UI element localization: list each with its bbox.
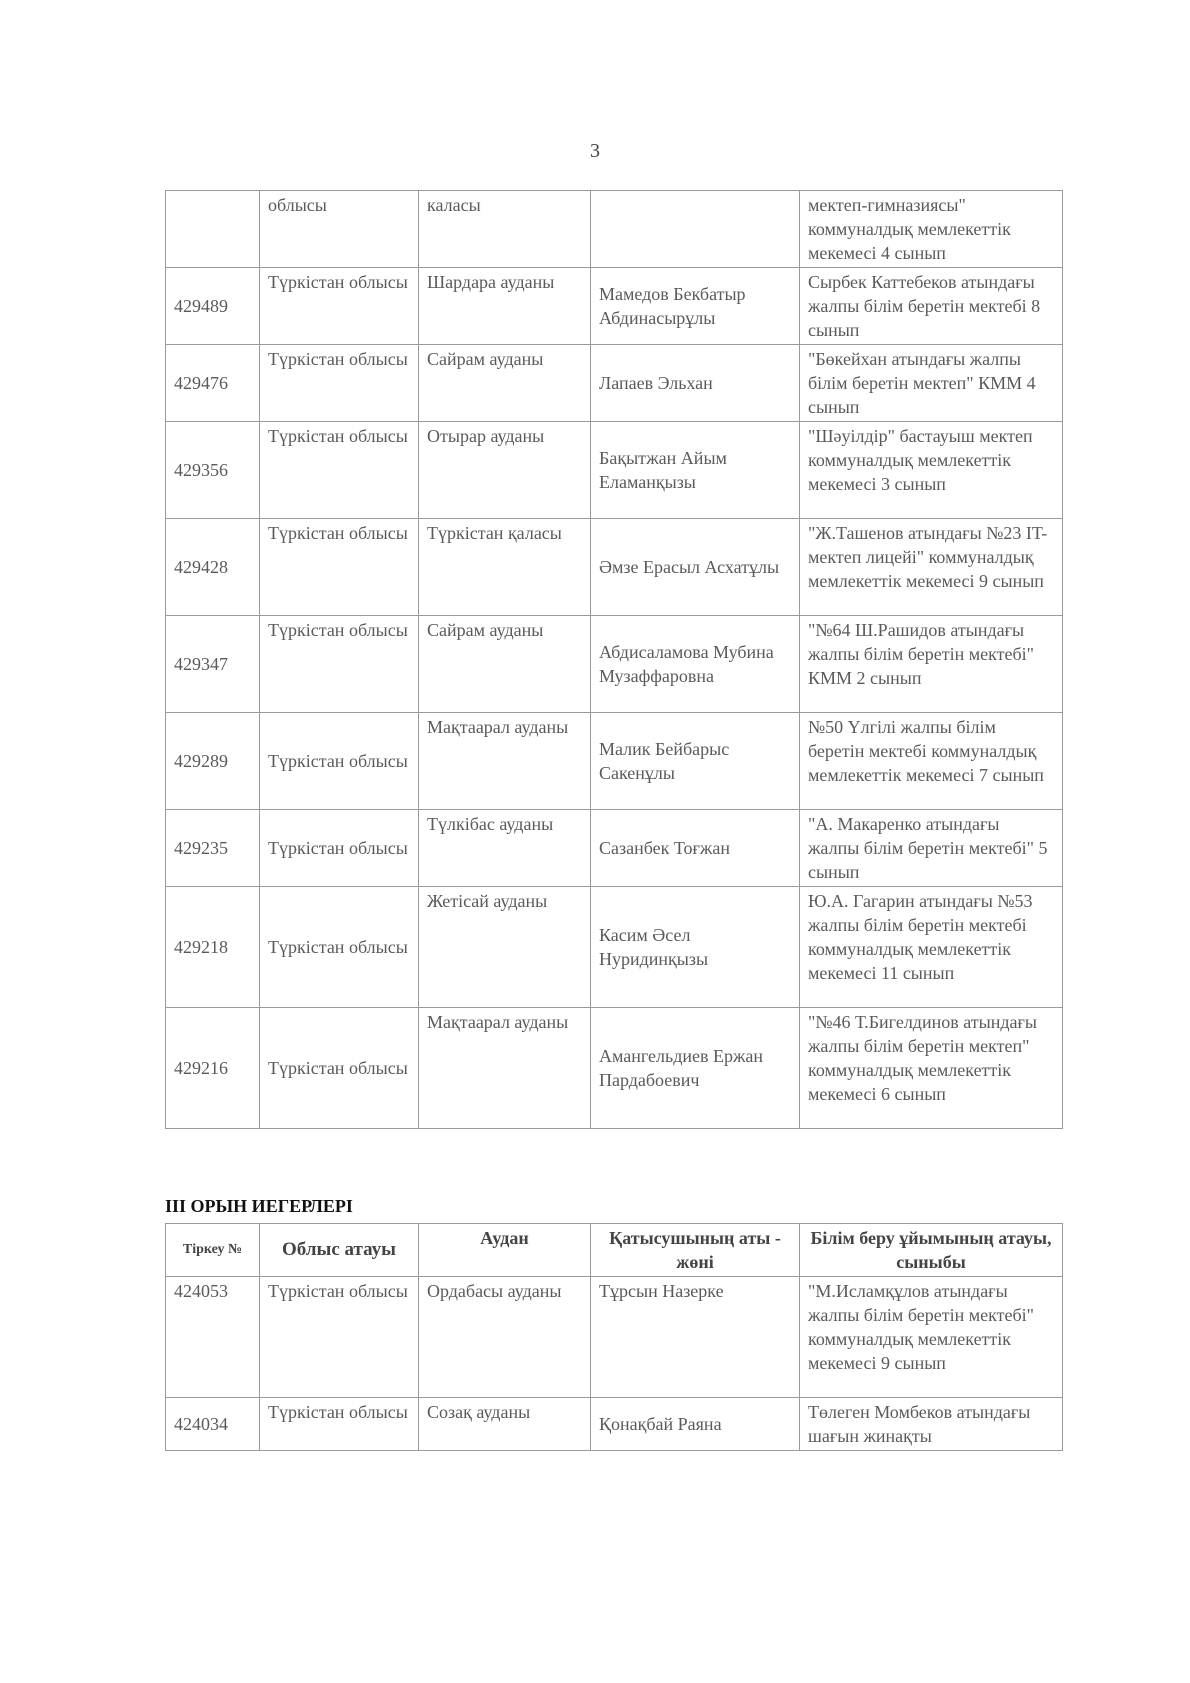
column-header-reg: Тіркеу № — [166, 1224, 260, 1277]
region-cell: Түркістан облысы — [260, 268, 419, 345]
school-cell: Сырбек Каттебеков атындағы жалпы білім беретін мектебі 8 сынып — [800, 268, 1063, 345]
district-cell: Мақтаарал ауданы — [419, 1008, 591, 1129]
table-row — [166, 887, 1063, 1008]
school-cell: Ю.А. Гагарин атындағы №53 жалпы білім беретін мектебі коммуналдық мемлекеттік мекемесі 11 сынып — [800, 887, 1063, 1008]
region-cell: Түркістан облысы — [260, 810, 419, 887]
table-row — [166, 1008, 1063, 1129]
participant-name: Сазанбек Тоғжан — [591, 810, 800, 887]
region-cell: Түркістан облысы — [260, 713, 419, 810]
school-cell: "Шәуілдір" бастауыш мектеп коммуналдық мемлекеттік мекемесі 3 сынып — [800, 422, 1063, 519]
district-cell: Ордабасы ауданы — [419, 1277, 591, 1398]
reg-number: 429289 — [166, 713, 260, 810]
participant-name: Абдисаламова Мубина Музаффаровна — [591, 616, 800, 713]
district-cell: Түркістан қаласы — [419, 519, 591, 616]
table-row — [166, 345, 1063, 422]
reg-number: 429235 — [166, 810, 260, 887]
reg-number: 429489 — [166, 268, 260, 345]
school-cell: "М.Исламқұлов атындағы жалпы білім беретін мектебі" коммуналдық мемлекеттік мекемесі 9 сынып — [800, 1277, 1063, 1398]
school-cell: мектеп-гимназиясы" коммунaлдық мемлекеттік мекемесі 4 сынып — [800, 191, 1063, 268]
reg-number: 429428 — [166, 519, 260, 616]
school-cell: Төлеген Момбеков атындағы шағын жинақты — [800, 1398, 1063, 1451]
reg-number — [166, 191, 260, 268]
region-cell: Түркістан облысы — [260, 616, 419, 713]
column-header-school: Білім беру ұйымының атауы, сыныбы — [800, 1224, 1063, 1277]
table-header-row — [166, 1224, 1063, 1277]
region-cell: Түркістан облысы — [260, 345, 419, 422]
participant-name: Әмзе Ерасыл Асхатұлы — [591, 519, 800, 616]
table-row — [166, 1398, 1063, 1451]
table-row — [166, 268, 1063, 345]
participant-name: Касим Әсел Нуридинқызы — [591, 887, 800, 1008]
participant-name: Тұрсын Назерке — [591, 1277, 800, 1398]
district-cell: Мақтаарал ауданы — [419, 713, 591, 810]
table-row — [166, 1277, 1063, 1398]
district-cell: каласы — [419, 191, 591, 268]
district-cell: Сайрам ауданы — [419, 345, 591, 422]
participant-name — [591, 191, 800, 268]
school-cell: "Бөкейхан атындағы жалпы білім беретін мектеп" КММ 4 сынып — [800, 345, 1063, 422]
table-row — [166, 713, 1063, 810]
district-cell: Шардара ауданы — [419, 268, 591, 345]
table-row — [166, 422, 1063, 519]
district-cell: Отырар ауданы — [419, 422, 591, 519]
page-number: 3 — [590, 140, 600, 162]
region-cell: Түркістан облысы — [260, 887, 419, 1008]
region-cell: Түркістан облысы — [260, 1008, 419, 1129]
column-header-region: Облыс атауы — [260, 1224, 419, 1277]
district-cell: Жетісай ауданы — [419, 887, 591, 1008]
region-cell: Түркістан облысы — [260, 1277, 419, 1398]
reg-number: 424053 — [166, 1277, 260, 1398]
column-header-district: Аудан — [419, 1224, 591, 1277]
region-cell: облысы — [260, 191, 419, 268]
region-cell: Түркістан облысы — [260, 1398, 419, 1451]
reg-number: 429476 — [166, 345, 260, 422]
table-row — [166, 810, 1063, 887]
district-cell: Сайрам ауданы — [419, 616, 591, 713]
region-cell: Түркістан облысы — [260, 422, 419, 519]
reg-number: 429347 — [166, 616, 260, 713]
section-title: III ОРЫН ИЕГЕРЛЕРІ — [165, 1196, 353, 1216]
school-cell: "Ж.Ташенов атындағы №23 IT-мектеп лицейі" коммуналдық мемлекеттік мекемесі 9 сынып — [800, 519, 1063, 616]
table-row — [166, 519, 1063, 616]
table-row — [166, 616, 1063, 713]
district-cell: Түлкібас ауданы — [419, 810, 591, 887]
reg-number: 429218 — [166, 887, 260, 1008]
column-header-name: Қатысушының аты - жөні — [591, 1224, 800, 1277]
participant-name: Амангельдиев Ержан Пардабоевич — [591, 1008, 800, 1129]
table-row — [166, 191, 1063, 268]
region-cell: Түркістан облысы — [260, 519, 419, 616]
school-cell: №50 Үлгілі жалпы білім беретін мектебі коммуналдық мемлекеттік мекемесі 7 сынып — [800, 713, 1063, 810]
reg-number: 424034 — [166, 1398, 260, 1451]
third-place-table — [165, 1223, 1063, 1451]
school-cell: "№46 Т.Бигелдинов атындағы жалпы білім беретін мектеп" коммуналдық мемлекеттік мекемесі 6 сынып — [800, 1008, 1063, 1129]
reg-number: 429216 — [166, 1008, 260, 1129]
school-cell: "А. Макаренко атындағы жалпы білім беретін мектебі" 5 сынып — [800, 810, 1063, 887]
school-cell: "№64 Ш.Рашидов атындағы жалпы білім беретін мектебі" КММ 2 сынып — [800, 616, 1063, 713]
district-cell: Созақ ауданы — [419, 1398, 591, 1451]
results-table-continued — [165, 190, 1063, 1129]
participant-name: Қонақбай Раяна — [591, 1398, 800, 1451]
participant-name: Бақытжан Айым Еламанқызы — [591, 422, 800, 519]
participant-name: Малик Бейбарыс Сакенұлы — [591, 713, 800, 810]
participant-name: Мамедов Бекбатыр Абдинасырұлы — [591, 268, 800, 345]
reg-number: 429356 — [166, 422, 260, 519]
participant-name: Лапаев Эльхан — [591, 345, 800, 422]
